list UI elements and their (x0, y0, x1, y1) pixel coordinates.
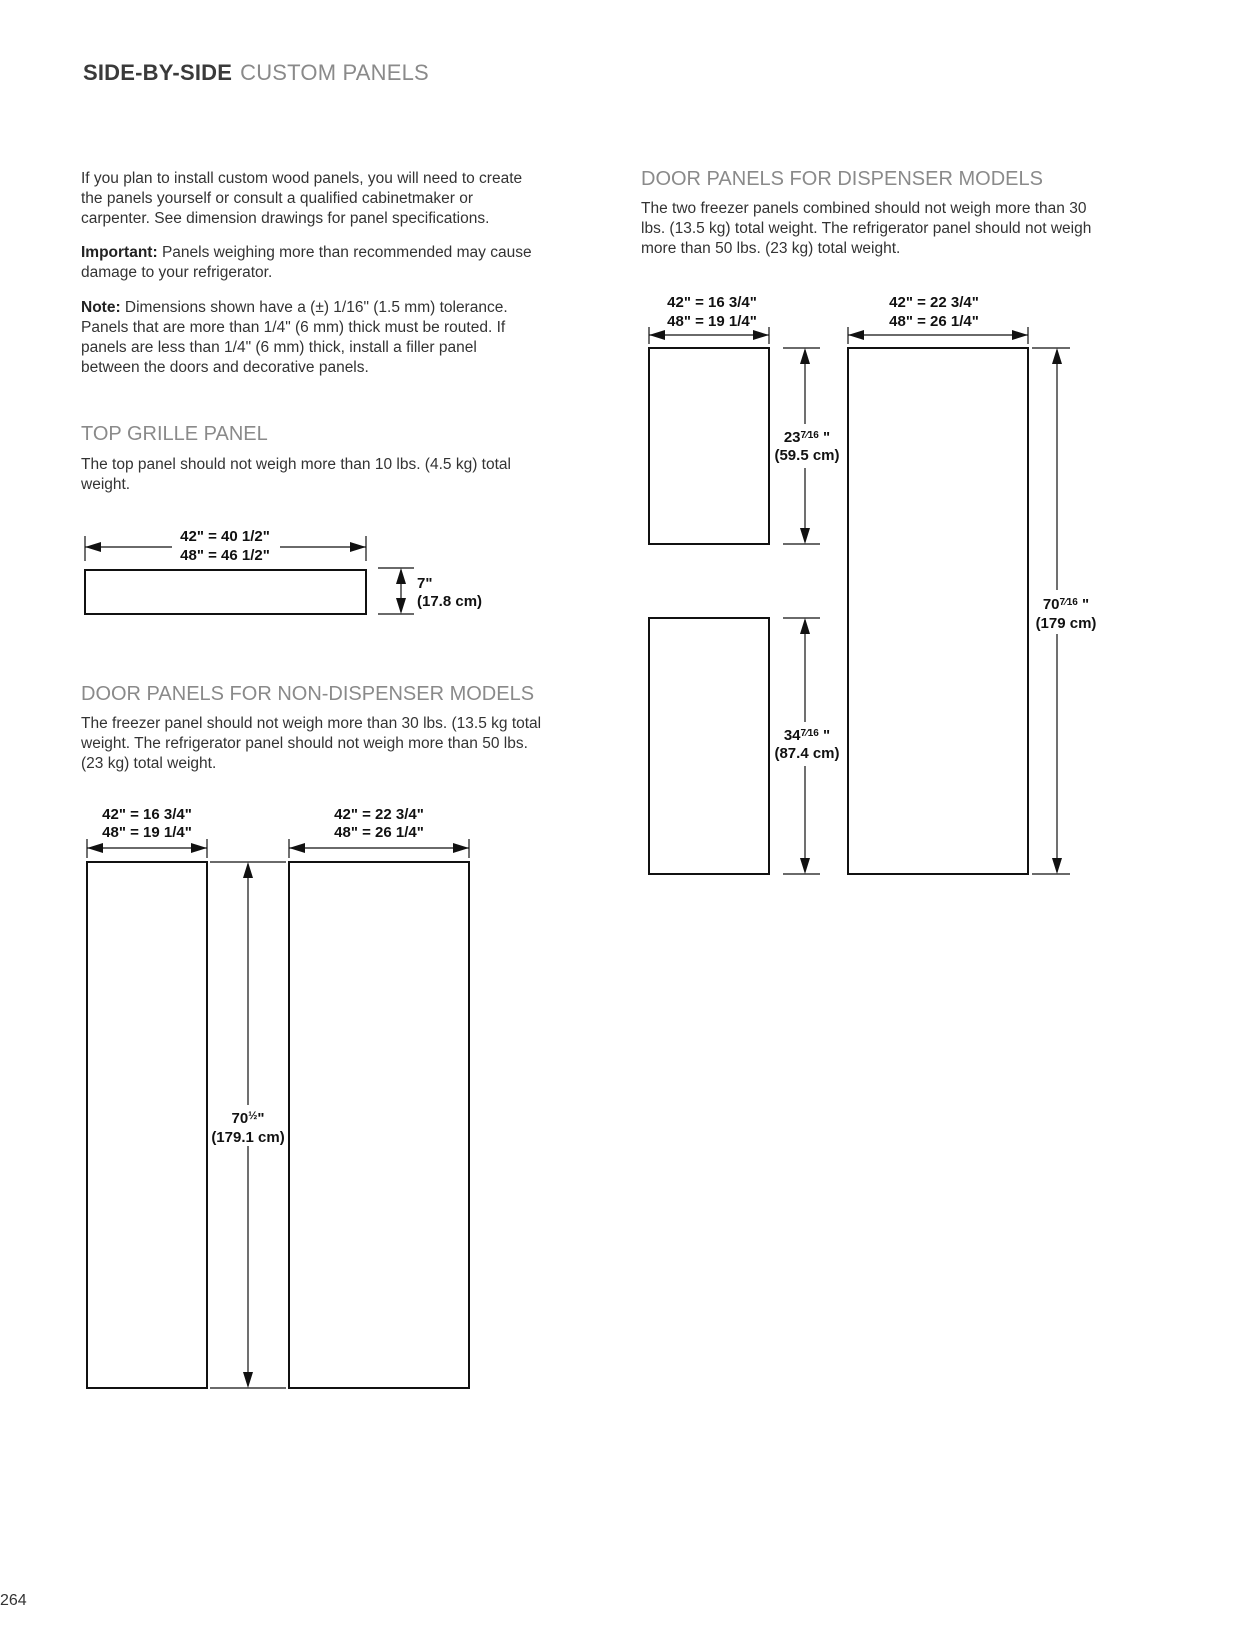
arrow-down-icon (243, 1372, 253, 1388)
dispenser-fridge-width-42: 42" = 22 3/4" (889, 294, 979, 311)
non-dispenser-freezer-panel (87, 862, 207, 1388)
top-grille-text: The top panel should not weigh more than 10 lbs. (4.5 kg) total weight. (81, 456, 511, 493)
arrow-down-icon (396, 598, 406, 614)
dispenser-heading: DOOR PANELS FOR DISPENSER MODELS (641, 168, 1043, 190)
important-text: Panels weighing more than recommended may cause damage to your refrigerator. (81, 244, 532, 281)
dispenser-fridge-height: $70^{7⁄16}$ " (1042, 596, 1090, 613)
non-dispenser-fridge-panel (289, 862, 469, 1388)
non-dispenser-height-cm: (179.1 cm) (211, 1129, 285, 1146)
arrow-down-icon (800, 528, 810, 544)
arrow-left-icon (289, 843, 305, 853)
dispenser-upper-freezer-panel (649, 348, 769, 544)
non-dispenser-height: $70^{\frac{1}{2}}$" (231, 1110, 265, 1127)
note-text: Dimensions shown have a (±) 1/16" (1.5 mm) tolerance. Panels that are more than 1/4" (6 mm) thick must be routed. If panels are less than 1/4" (6 mm) thick, install a filler panel between the doors and decorative panels. (81, 299, 508, 376)
non-dispenser-text: The freezer panel should not weigh more than 30 lbs. (13.5 kg total weight. The refrigerator panel should not weigh more than 50 lbs. (23 kg) total weight. (81, 715, 542, 772)
arrow-up-icon (396, 568, 406, 584)
top-grille-width-48: 48" = 46 1/2" (180, 547, 270, 564)
arrow-right-icon (350, 542, 366, 552)
arrow-down-icon (800, 858, 810, 874)
non-dispenser-fridge-width-48: 48" = 26 1/4" (334, 824, 424, 841)
non-dispenser-drawing (87, 806, 469, 1388)
dispenser-text: The two freezer panels combined should not weigh more than 30 lbs. (13.5 kg) total weight. The refrigerator panel should not weigh more than 50 lbs. (23 kg) total weight. (641, 200, 1092, 257)
top-grille-drawing (85, 528, 482, 614)
non-dispenser-freezer-width-42: 42" = 16 3/4" (102, 806, 192, 823)
dispenser-upper-height: $23^{7⁄16}$ " (783, 429, 831, 446)
arrow-right-icon (1012, 330, 1028, 340)
dispenser-lower-height: $34^{7⁄16}$ " (783, 727, 831, 744)
arrow-up-icon (800, 348, 810, 364)
top-grille-panel-outline (85, 570, 366, 614)
non-dispenser-fridge-width-42: 42" = 22 3/4" (334, 806, 424, 823)
arrow-left-icon (649, 330, 665, 340)
arrow-up-icon (800, 618, 810, 634)
dispenser-drawing (649, 294, 1096, 874)
top-grille-height-cm: (17.8 cm) (417, 593, 483, 610)
dispenser-fridge-height-cm: (179 cm) (1035, 615, 1097, 632)
arrow-left-icon (87, 843, 103, 853)
arrow-left-icon (848, 330, 864, 340)
page-title-sub: CUSTOM PANELS (240, 60, 429, 85)
note-label: Note: (81, 299, 121, 316)
dispenser-upper-height-cm: (59.5 cm) (774, 447, 840, 464)
arrow-right-icon (191, 843, 207, 853)
intro-text: If you plan to install custom wood panels, you will need to create the panels yourself or consult a qualified cabinetmaker or carpenter. See dimension drawings for panel specifications. (81, 170, 523, 227)
dispenser-lower-freezer-panel (649, 618, 769, 874)
dispenser-fridge-width-48: 48" = 26 1/4" (889, 313, 979, 330)
top-grille-heading: TOP GRILLE PANEL (81, 423, 268, 445)
dispenser-freezer-width-48: 48" = 19 1/4" (667, 313, 757, 330)
non-dispenser-freezer-width-48: 48" = 19 1/4" (102, 824, 192, 841)
page-title-main: SIDE-BY-SIDE (83, 60, 233, 85)
dispenser-freezer-width-42: 42" = 16 3/4" (667, 294, 757, 311)
arrow-right-icon (753, 330, 769, 340)
arrow-left-icon (85, 542, 101, 552)
arrow-right-icon (453, 843, 469, 853)
dispenser-lower-height-cm: (87.4 cm) (774, 745, 840, 762)
top-grille-height-in: 7" (417, 575, 433, 592)
non-dispenser-heading: DOOR PANELS FOR NON-DISPENSER MODELS (81, 683, 535, 705)
arrow-down-icon (1052, 858, 1062, 874)
arrow-up-icon (243, 862, 253, 878)
arrow-up-icon (1052, 348, 1062, 364)
top-grille-width-42: 42" = 40 1/2" (180, 528, 270, 545)
important-label: Important: (81, 244, 158, 261)
page-number: 264 (0, 1592, 27, 1609)
dispenser-fridge-panel (848, 348, 1028, 874)
